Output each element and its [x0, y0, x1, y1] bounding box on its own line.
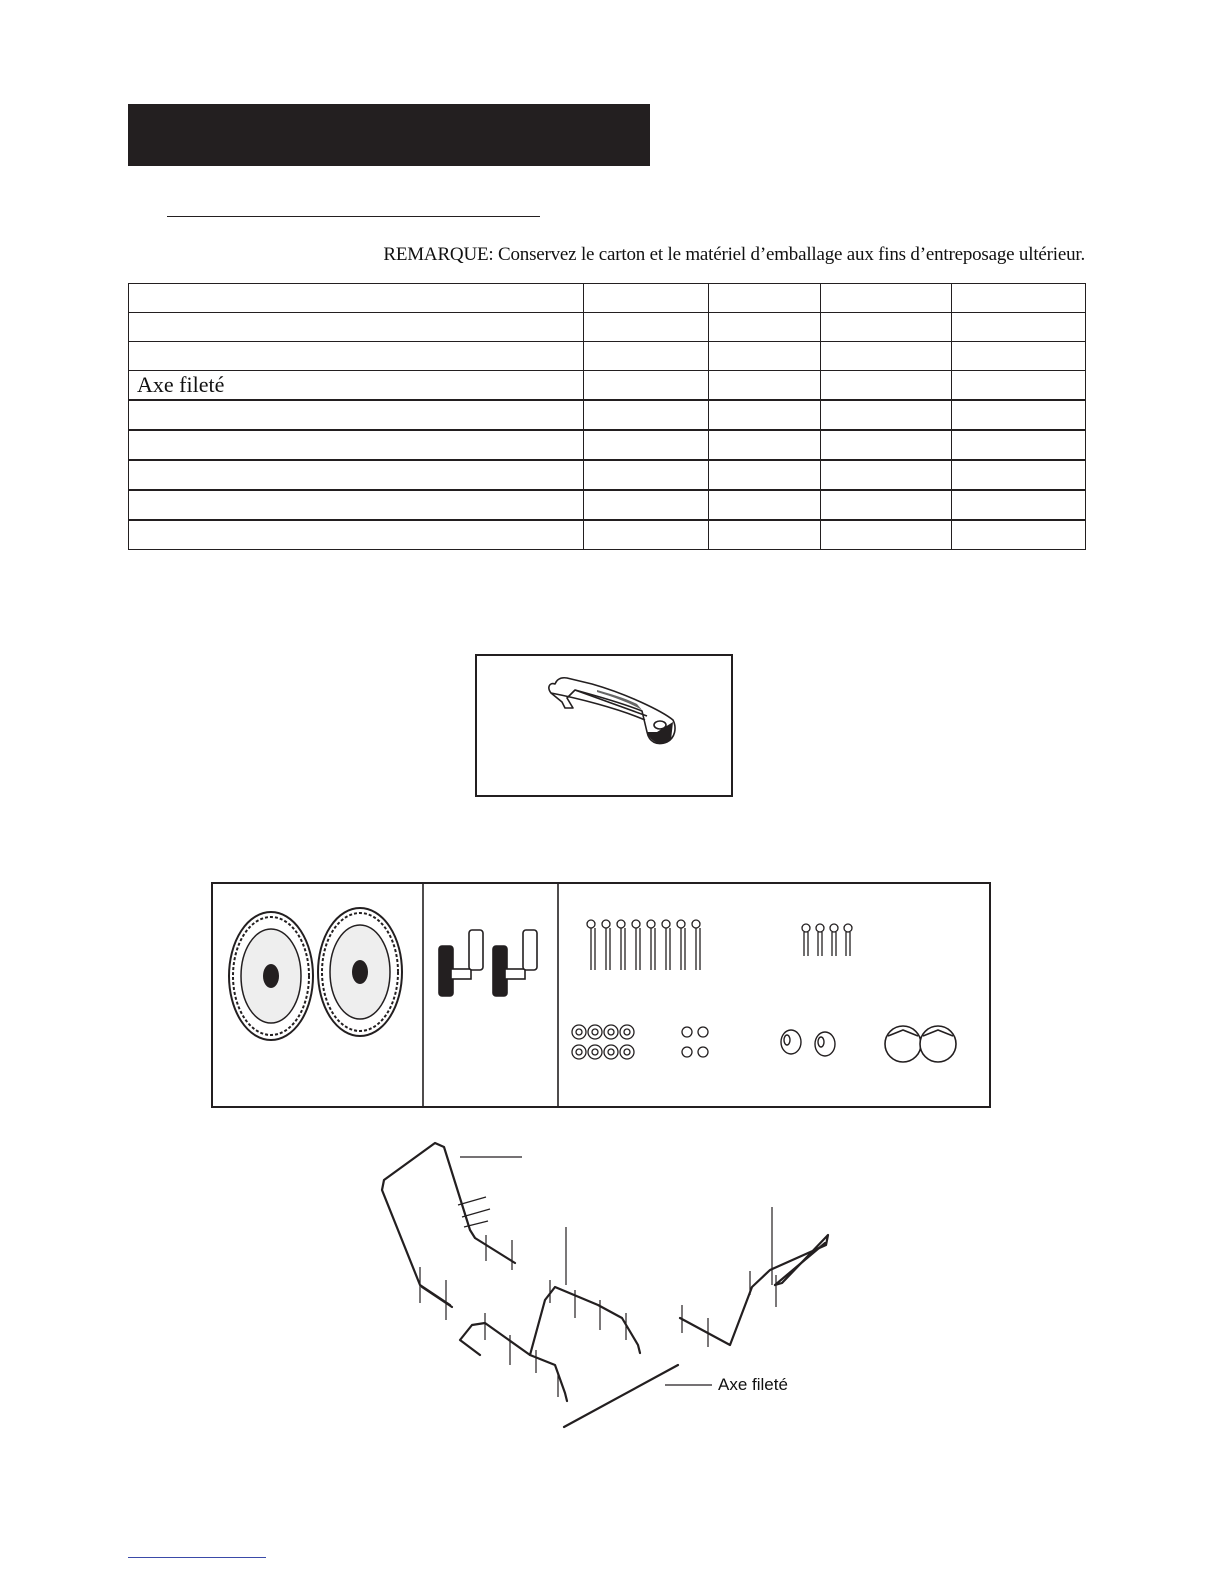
- table-cell: [584, 371, 709, 401]
- section-heading-underline: [167, 216, 540, 217]
- table-row: [129, 490, 1086, 520]
- frame-tubes-figure: [360, 1135, 860, 1445]
- table-cell: [821, 490, 952, 520]
- table-cell: [821, 284, 952, 313]
- table-row: [129, 313, 1086, 342]
- table-cell: [584, 400, 709, 430]
- flange-nut-icon: [572, 1025, 634, 1059]
- table-cell: [584, 284, 709, 313]
- table-cell: [129, 430, 584, 460]
- table-cell: [584, 342, 709, 371]
- handle-figure: [475, 654, 733, 797]
- table-cell: [952, 520, 1086, 550]
- threaded-axle-label: Axe fileté: [718, 1375, 788, 1394]
- table-row: [129, 520, 1086, 550]
- mounting-bracket-icon: [439, 930, 537, 996]
- table-row: [129, 371, 1086, 401]
- table-cell: [584, 430, 709, 460]
- table-row: [129, 400, 1086, 430]
- table-row: [129, 460, 1086, 490]
- table-cell: [952, 284, 1086, 313]
- wheel-icon: [229, 912, 313, 1040]
- table-cell: [821, 460, 952, 490]
- table-cell: [129, 342, 584, 371]
- hardware-kit-illustration: [213, 884, 989, 1106]
- table-cell: [709, 430, 821, 460]
- table-cell: [821, 313, 952, 342]
- footer-rule: [128, 1557, 266, 1558]
- table-cell: [821, 400, 952, 430]
- table-cell: [709, 313, 821, 342]
- hub-cap-icon: [885, 1026, 956, 1062]
- table-cell: [709, 400, 821, 430]
- table-cell: [129, 490, 584, 520]
- wheel-icon: [318, 908, 402, 1036]
- table-cell: [129, 520, 584, 550]
- packaging-note: REMARQUE: Conservez le carton et le matériel d’emballage aux fins d’entreposage ultérieur.: [383, 244, 1085, 265]
- table-cell: [952, 342, 1086, 371]
- table-cell: [952, 460, 1086, 490]
- frame-tubes-illustration: [360, 1135, 860, 1445]
- table-cell: [709, 490, 821, 520]
- table-cell: [129, 313, 584, 342]
- table-cell: [709, 342, 821, 371]
- section-title-bar: [128, 104, 650, 166]
- short-bolt-icon: [802, 924, 852, 956]
- carry-handle-icon: [477, 656, 731, 795]
- table-cell: [821, 342, 952, 371]
- table-cell: [584, 313, 709, 342]
- table-cell: [129, 400, 584, 430]
- table-cell: [821, 430, 952, 460]
- cap-nut-icon: [682, 1027, 708, 1057]
- hardware-figure: [211, 882, 991, 1108]
- table-cell: [821, 371, 952, 401]
- table-cell: [709, 371, 821, 401]
- spacer-icon: [781, 1030, 835, 1056]
- table-row: [129, 430, 1086, 460]
- table-cell: [584, 490, 709, 520]
- table-cell: [709, 284, 821, 313]
- table-cell: [129, 460, 584, 490]
- table-cell: [952, 371, 1086, 401]
- table-cell: [821, 520, 952, 550]
- table-cell: [952, 400, 1086, 430]
- table-cell: [709, 520, 821, 550]
- table-cell: [952, 430, 1086, 460]
- table-cell: Axe fileté: [129, 371, 584, 401]
- table-cell: [952, 313, 1086, 342]
- table-cell: [129, 284, 584, 313]
- table-cell: [709, 460, 821, 490]
- table-cell: [584, 520, 709, 550]
- table-cell: [584, 460, 709, 490]
- long-bolt-icon: [587, 920, 700, 970]
- table-cell: [952, 490, 1086, 520]
- table-row: [129, 342, 1086, 371]
- table-row: [129, 284, 1086, 313]
- parts-list-table: [128, 283, 1086, 550]
